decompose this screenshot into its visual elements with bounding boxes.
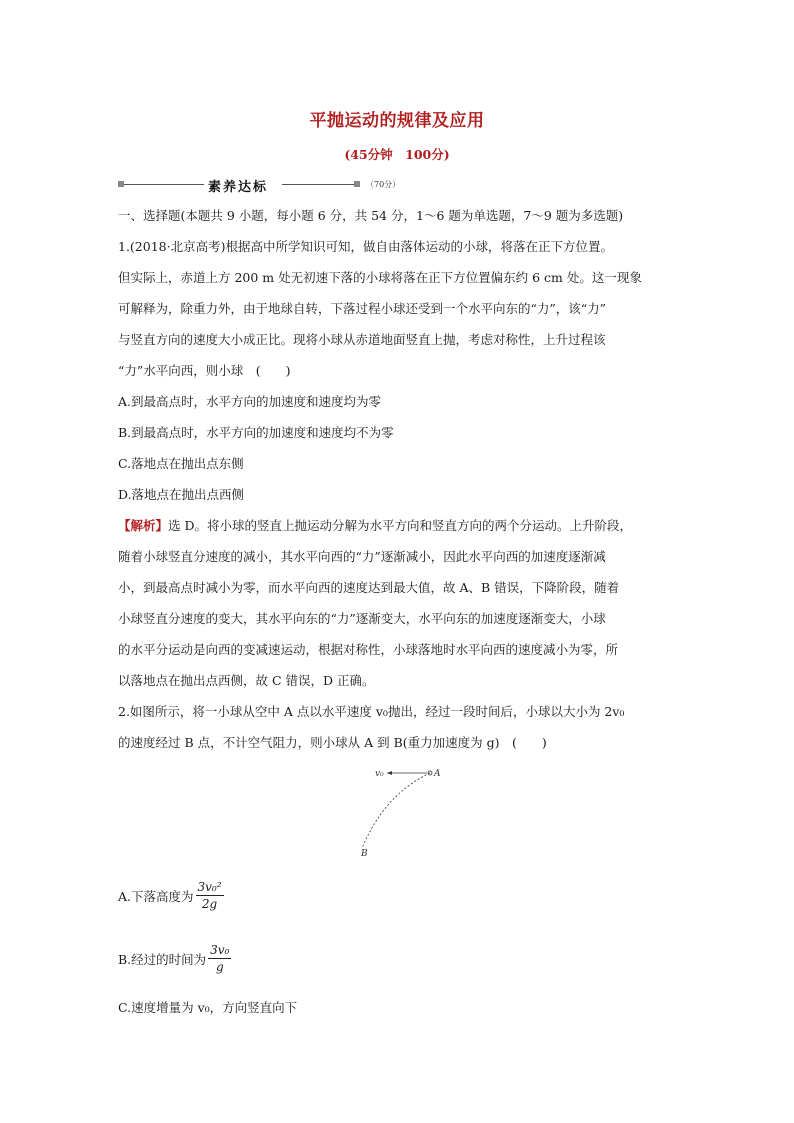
q1-text-line: 与竖直方向的速度大小成正比。现将小球从赤道地面竖直上抛，考虑对称性，上升过程该 (118, 332, 606, 347)
q2-option-b-label: B.经过的时间为 (118, 952, 207, 967)
analysis-line (118, 510, 678, 541)
q2-option-a-label: A.下落高度为 (118, 889, 194, 904)
figure-label-a: A (434, 769, 441, 779)
fraction-numerator: 3v₀² (197, 880, 222, 894)
figure-label-b: B (361, 849, 368, 859)
q1-text-line: 1.(2018·北京高考)根据高中所学知识可知，做自由落体运动的小球，将落在正下方位置。 (118, 239, 613, 254)
section-bar-right-line (282, 184, 354, 185)
section-score: （70分） (366, 180, 401, 189)
projectile-figure (345, 764, 465, 864)
section-intro: 一、选择题(本题共 9 小题，每小题 6 分，共 54 分，1～6 题为单选题，7～9 题为多选题) (118, 208, 624, 223)
q1-option-a: A.到最高点时，水平方向的加速度和速度均为零 (118, 394, 382, 409)
analysis-tag: 【解析】 (118, 518, 169, 533)
q2-option-a (118, 880, 224, 912)
fraction-denominator: 2g (201, 897, 218, 911)
q1-text-line: 但实际上，赤道上方 200 m 处无初速下落的小球将落在正下方位置偏东约 6 cm 处。这一现象 (118, 270, 642, 285)
analysis-line: 的水平分运动是向西的变减速运动，根据对称性，小球落地时水平向西的速度减小为零，所 (118, 642, 619, 657)
q2-text-line: 2.如图所示，将一小球从空中 A 点以水平速度 v₀抛出，经过一段时间后，小球以大小为 2v₀ (118, 704, 625, 719)
page-title: 平抛运动的规律及应用 (309, 111, 485, 131)
section-bar-left-line (124, 184, 204, 185)
q1-text-line: 可解释为，除重力外，由于地球自转，下落过程小球还受到一个水平向东的“力”，该“力” (118, 301, 607, 316)
q2-option-c: C.速度增量为 v₀，方向竖直向下 (118, 1000, 298, 1015)
figure-label-v0: v₀ (375, 769, 384, 779)
fraction (208, 943, 231, 975)
q2-option-c-block (118, 992, 678, 1023)
section-header (118, 176, 598, 194)
q2-option-b (118, 943, 231, 975)
analysis-line: 小球竖直分速度的变大，其水平向东的“力”逐渐变大，水平向东的加速度逐渐变大，小球 (118, 611, 606, 626)
page-subtitle: (45分钟 100分) (344, 147, 450, 162)
section-label: 素养达标 (208, 180, 269, 195)
q1-option-d: D.落地点在抛出点西侧 (118, 487, 245, 502)
q2-text-line: 的速度经过 B 点，不计空气阻力，则小球从 A 到 B(重力加速度为 g) ( ) (118, 735, 547, 750)
q1-option-b: B.到最高点时，水平方向的加速度和速度均不为零 (118, 425, 394, 440)
fraction-denominator: g (215, 960, 224, 974)
section-bar-right-dot (354, 181, 360, 187)
analysis-line: 以落地点在抛出点西侧，故 C 错误，D 正确。 (118, 673, 375, 688)
analysis-line: 小，到最高点时减小为零，而水平向西的速度达到最大值，故 A、B 错误，下降阶段，随着 (118, 580, 620, 595)
analysis-text: 选 D。将小球的竖直上抛运动分解为水平方向和竖直方向的两个分运动。上升阶段， (168, 518, 633, 533)
q1-text-line: “力”水平向西，则小球 ( ) (118, 363, 291, 378)
fraction-numerator: 3v₀ (210, 943, 230, 957)
question-body (118, 200, 678, 758)
trajectory-curve (362, 773, 430, 848)
fraction (196, 880, 224, 912)
velocity-arrow-head (387, 771, 392, 775)
analysis-line: 随着小球竖直分速度的减小，其水平向西的“力”逐渐减小，因此水平向西的加速度逐渐减 (118, 549, 606, 564)
q1-option-c: C.落地点在抛出点东侧 (118, 456, 244, 471)
